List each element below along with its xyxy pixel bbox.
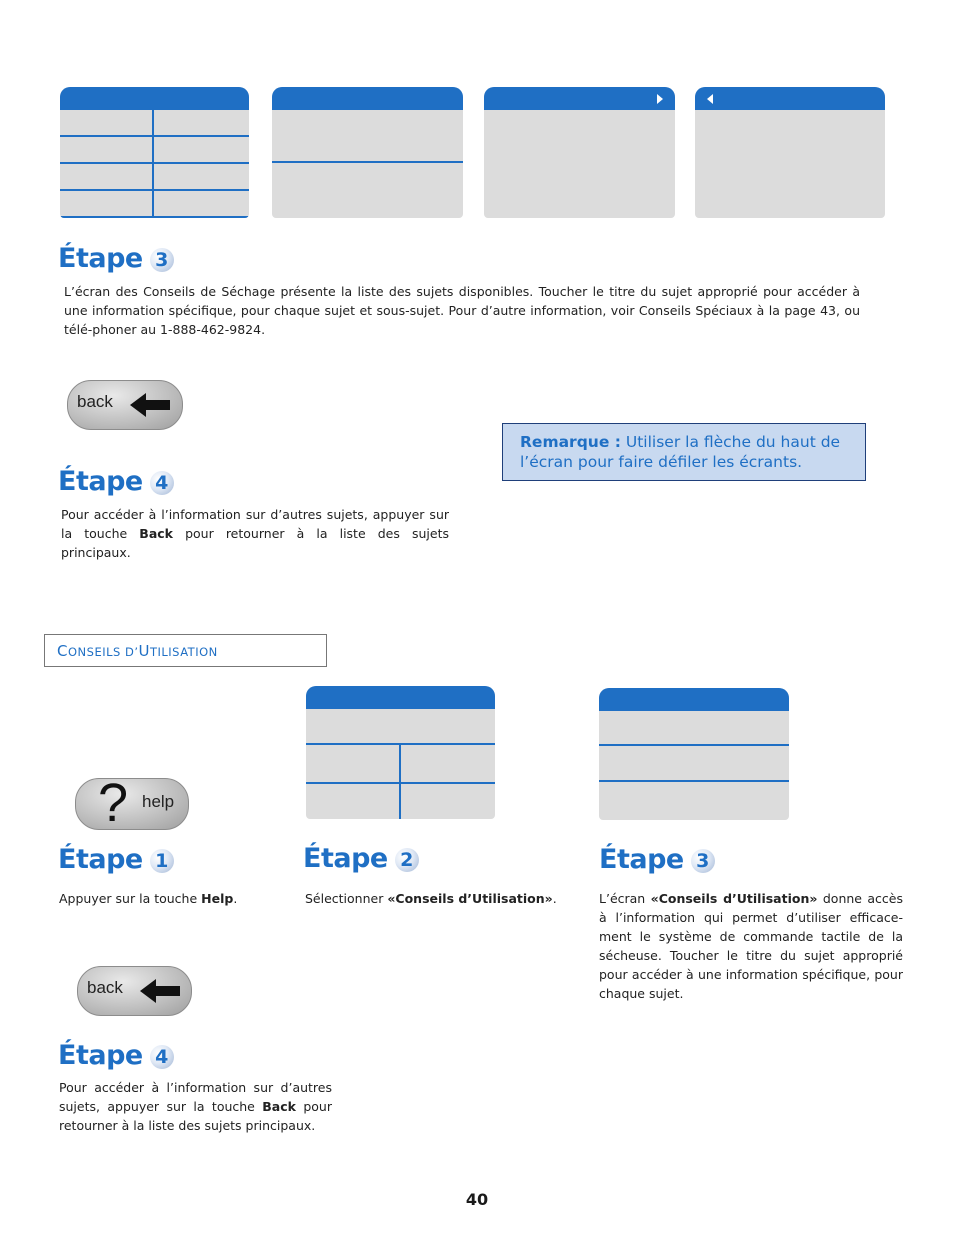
step-2-heading [303, 844, 419, 874]
step-1-description [59, 889, 279, 908]
divider [272, 161, 463, 163]
back-button-label: back [87, 978, 123, 997]
text: Pour accéder à l’information sur d’autres sujets, appuyer sur la touche [59, 1080, 332, 1114]
screen-mockup-grid [60, 87, 249, 218]
section-title [44, 634, 327, 667]
help-button[interactable] [75, 773, 189, 833]
divider [60, 135, 249, 137]
text-bold: «Conseils d’Utilisation» [387, 891, 553, 906]
step-number-badge: 4 [150, 471, 174, 495]
text: pour retourner à la liste des sujets principaux. [61, 526, 449, 560]
back-button[interactable] [77, 966, 192, 1016]
screen-title-bar [306, 686, 495, 709]
back-arrow-icon [138, 977, 182, 1005]
step-4-description [59, 1078, 332, 1135]
divider [599, 780, 789, 782]
text: C [57, 642, 68, 660]
step-4-heading [58, 467, 174, 497]
note-text: Utiliser la flèche du haut de l’écran pour faire défiler les écrants. [520, 433, 841, 471]
text: ONSEILS D’ [67, 645, 139, 659]
step-3-description [599, 889, 903, 1003]
divider [152, 110, 154, 218]
help-button-label: help [142, 792, 175, 811]
step-word: Étape [303, 843, 388, 874]
divider [60, 216, 249, 218]
text: Pour accéder à l’information sur d’autres sujets, appuyer sur la touche [61, 507, 449, 541]
text: L’écran [599, 891, 651, 906]
scroll-right-arrow-icon [657, 94, 663, 104]
step-number-badge: 3 [150, 248, 174, 272]
divider [599, 744, 789, 746]
text: U [138, 642, 150, 660]
scroll-left-arrow-icon [707, 94, 713, 104]
screen-title-bar [695, 87, 885, 110]
step-word: Étape [58, 243, 143, 274]
back-button-label: back [77, 392, 113, 411]
step-3-heading [599, 845, 715, 875]
back-button[interactable] [67, 380, 183, 430]
step-word: Étape [58, 466, 143, 497]
divider [399, 743, 401, 819]
step-2-description [305, 889, 585, 908]
divider [60, 162, 249, 164]
step-3-description: L’écran des Conseils de Séchage présente la liste des sujets disponibles. Toucher le titre du sujet approprié pour accéder à une information spécifique, pour chaque sujet et sous-sujet. Pour d’autre information, voir Conseils Spéciaux à la page 43, ou télé-phoner au 1-888-462-9824. [64, 284, 860, 337]
screen-title-bar [484, 87, 675, 110]
step-number-badge: 3 [691, 849, 715, 873]
screen-mockup-list [599, 688, 789, 820]
screen-mockup-scroll-right [484, 87, 675, 218]
text-bold: Back [262, 1099, 296, 1114]
step-number-badge: 1 [150, 849, 174, 873]
screen-title-bar [599, 688, 789, 711]
note-box [502, 423, 866, 481]
step-word: Étape [58, 844, 143, 875]
step-word: Étape [599, 844, 684, 875]
question-mark-icon: ? [98, 773, 129, 833]
text: pour retourner à la liste des sujets principaux. [59, 1099, 332, 1133]
page-number: 40 [465, 1190, 489, 1209]
step-word: Étape [58, 1040, 143, 1071]
text-bold: Help [201, 891, 234, 906]
screen-mockup-list [272, 87, 463, 218]
divider [60, 189, 249, 191]
note-label: Remarque : [520, 433, 621, 451]
step-4-heading [58, 1041, 174, 1071]
text: TILISATION [149, 645, 218, 659]
text: . [233, 891, 238, 906]
text: Sélectionner [305, 891, 388, 906]
back-arrow-icon [128, 391, 172, 419]
screen-mockup-grid [306, 686, 495, 819]
screen-mockup-scroll-left [695, 87, 885, 218]
step-number-badge: 4 [150, 1045, 174, 1069]
step-number-badge: 2 [395, 848, 419, 872]
text-bold: «Conseils d’Utilisation» [650, 891, 818, 906]
step-3-heading [58, 244, 174, 274]
text: donne accès à l’information qui permet d’utiliser efficace-ment le système de commande tactile de la sécheuse. Toucher le titre du sujet approprié pour accéder à une information spécifique, pour chaque sujet. [599, 891, 903, 1001]
screen-title-bar [272, 87, 463, 110]
screen-title-bar [60, 87, 249, 110]
step-4-description [61, 505, 449, 562]
text: . [552, 891, 557, 906]
text: Appuyer sur la touche [59, 891, 202, 906]
text-bold: Back [139, 526, 173, 541]
step-1-heading [58, 845, 174, 875]
